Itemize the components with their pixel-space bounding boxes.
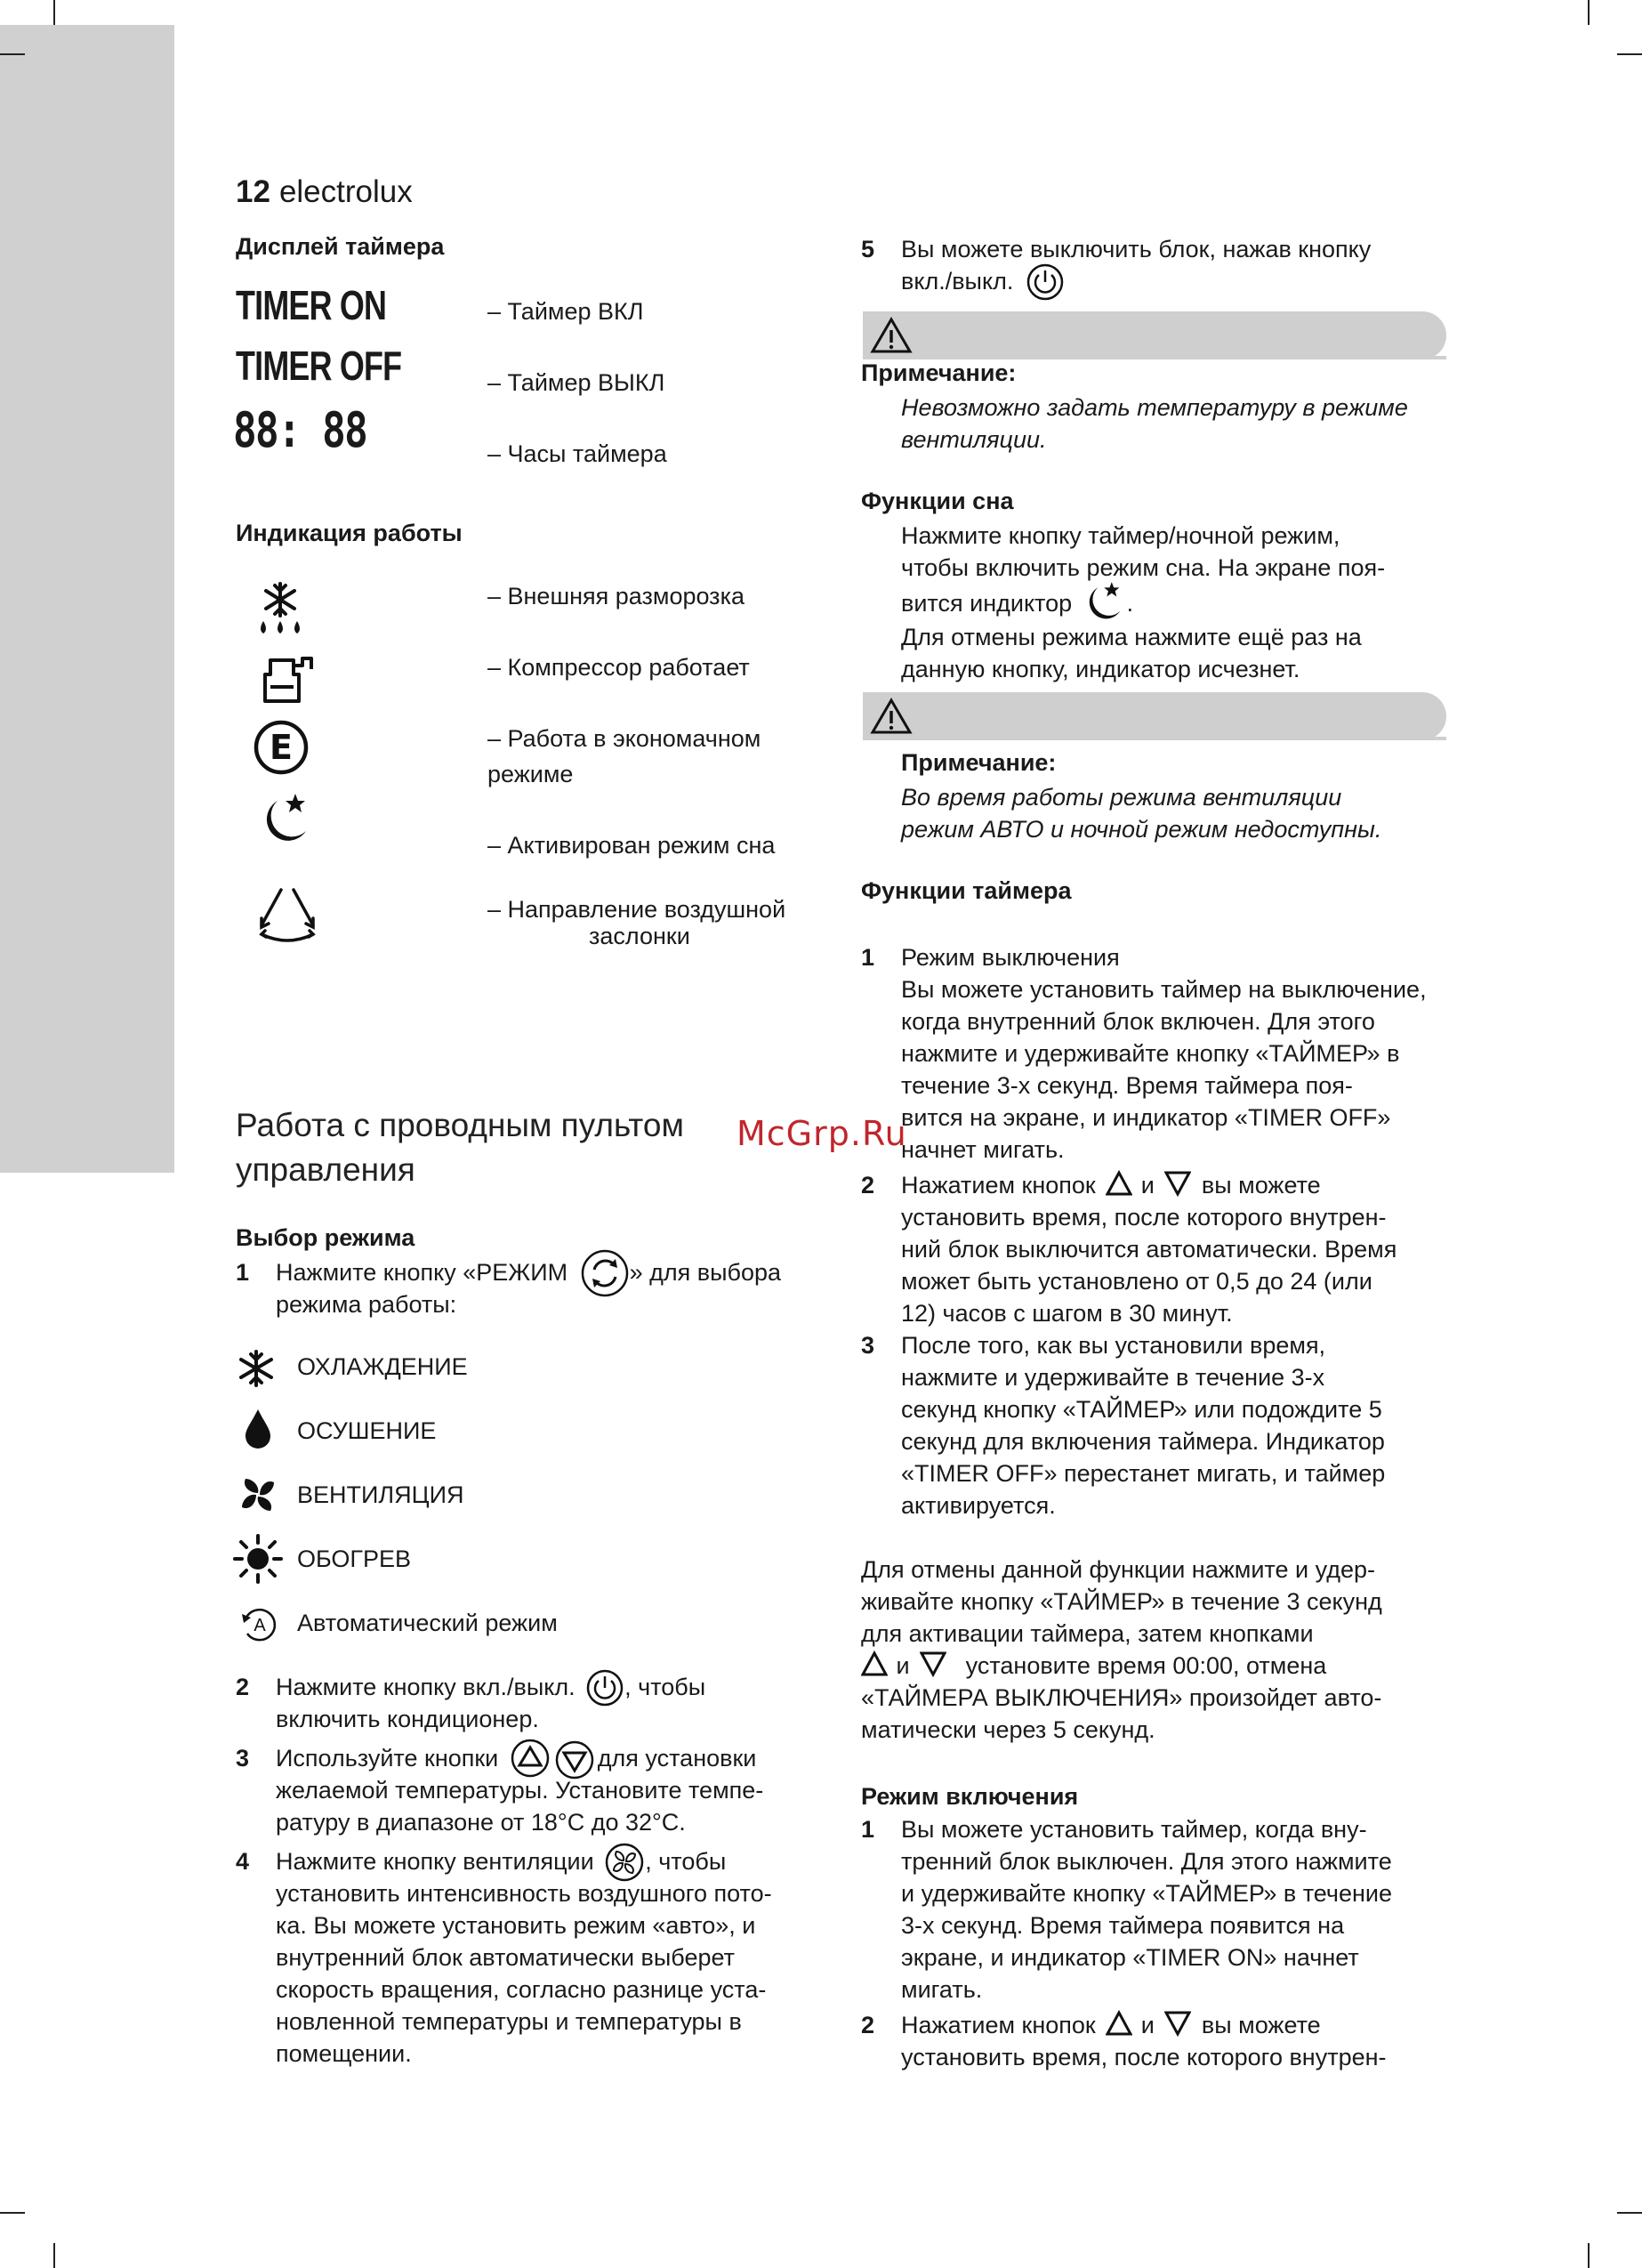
- section-title: [236, 1103, 684, 1192]
- text-line: помещении.: [276, 2040, 412, 2067]
- note2-line1: Во время работы режима вентиляции: [901, 784, 1342, 811]
- text-line: После того, как вы установили время,: [901, 1332, 1326, 1359]
- mode-step1-text-b: » для выбора: [629, 1259, 782, 1286]
- page-header: [236, 174, 413, 210]
- power-step: [276, 1671, 705, 1703]
- text-line: внутренний блок автоматически выберет: [276, 1944, 735, 1971]
- timer-item2: [901, 1201, 1397, 1329]
- crop-mark: [1588, 2243, 1590, 2268]
- defrost-icon: [251, 580, 310, 639]
- compressor-icon: [260, 653, 318, 708]
- fan-step-text-a: Нажмите кнопку вентиляции: [276, 1848, 594, 1875]
- text-line: для активации таймера, затем кнопками: [861, 1620, 1314, 1647]
- sleep-line3: [901, 587, 1133, 619]
- step5-text-b: вкл./выкл.: [901, 268, 1014, 295]
- text-line: скорость вращения, согласно разнице уста-: [276, 1976, 767, 2003]
- eco-desc-line2: режиме: [487, 761, 574, 787]
- sleep-heading: Функции сна: [861, 488, 1014, 514]
- step-number: 2: [861, 2012, 875, 2038]
- note-bar: [863, 692, 1446, 740]
- text-line: Вы можете установить таймер на выключение,: [901, 976, 1427, 1003]
- text-line: и удерживайте кнопку «ТАЙМЕР» в течение: [901, 1880, 1392, 1907]
- page-number: 12: [236, 174, 270, 209]
- text-line: ний блок выключится автоматически. Время: [901, 1236, 1397, 1263]
- mode-cool-label: ОХЛАЖДЕНИЕ: [297, 1353, 468, 1380]
- louver-desc-line2: заслонки: [589, 923, 690, 949]
- sleep-desc: – Активирован режим сна: [487, 832, 776, 859]
- fan-step: [276, 1845, 726, 1877]
- text-line: «TIMER OFF» перестанет мигать, и таймер: [901, 1460, 1386, 1487]
- text-line: секунд кнопку «ТАЙМЕР» или подождите 5: [901, 1396, 1382, 1423]
- sleep-line1: Нажмите кнопку таймер/ночной режим,: [901, 522, 1340, 549]
- timer-item1: [901, 941, 1427, 1166]
- step-number: 5: [861, 236, 875, 262]
- power-button-icon: [1026, 262, 1065, 302]
- text-line: секунд для включения таймера. Индикатор: [901, 1428, 1385, 1455]
- step-number: 4: [236, 1848, 250, 1875]
- text-line: когда внутренний блок включен. Для этого: [901, 1008, 1375, 1035]
- svg-text:E: E: [270, 728, 293, 767]
- temp-step-text-c: желаемой температуры. Установите темпе-: [276, 1777, 764, 1804]
- timer-clock-desc: – Часы таймера: [487, 440, 667, 467]
- crop-mark: [53, 2243, 55, 2268]
- timer-on-desc: – Таймер ВКЛ: [487, 298, 644, 325]
- temp-buttons-icon: [509, 1739, 598, 1780]
- mode-fan-label: ВЕНТИЛЯЦИЯ: [297, 1481, 464, 1508]
- text-line: нажмите и удерживайте в течение 3-х: [901, 1364, 1325, 1391]
- louver-icon: [254, 884, 320, 948]
- brand-name: electrolux: [278, 174, 413, 209]
- compressor-desc: – Компрессор работает: [487, 654, 750, 681]
- crop-mark: [1617, 53, 1642, 55]
- note2-title: Примечание:: [901, 749, 1057, 776]
- temp-step-text-b: для установки: [597, 1745, 757, 1772]
- temp-step: [276, 1742, 756, 1774]
- fan-step-lines: [276, 1877, 772, 2070]
- sleep-indicator-icon: [1083, 579, 1127, 624]
- text-line: 3-х секунд. Время таймера появится на: [901, 1912, 1345, 1939]
- step5-line2: [901, 265, 1065, 297]
- sleep-line3-text: вится индиктор: [901, 590, 1073, 617]
- text-line: ка. Вы можете установить режим «авто», и: [276, 1912, 756, 1939]
- sun-icon: [233, 1534, 283, 1584]
- timer-item3: [901, 1329, 1385, 1521]
- timer-heading: Функции таймера: [861, 877, 1072, 904]
- text-line: активируется.: [901, 1492, 1056, 1519]
- defrost-desc: – Внешняя разморозка: [487, 583, 745, 609]
- mode-step1: [276, 1256, 781, 1291]
- up-triangle-icon: [1106, 2010, 1132, 2037]
- sleep-icon: [258, 790, 315, 847]
- operation-heading: Индикация работы: [236, 520, 463, 546]
- timer-item2-text-b: вы можете: [1201, 1172, 1321, 1199]
- timer-item2-and: и: [1140, 1172, 1155, 1199]
- timer-cancel-and: и: [896, 1652, 910, 1679]
- auto-icon: [238, 1603, 279, 1644]
- text-line: Вы можете установить таймер, когда вну-: [901, 1816, 1367, 1843]
- text-line: новленной температуры и температуры в: [276, 2008, 742, 2035]
- mode-dry-label: ОСУШЕНИЕ: [297, 1417, 437, 1444]
- drop-icon: [244, 1408, 272, 1449]
- snowflake-icon: [237, 1349, 276, 1388]
- text-line: нажмите и удерживайте кнопку «ТАЙМЕР» в: [901, 1040, 1400, 1067]
- fan-step-text-b: , чтобы: [645, 1848, 727, 1875]
- timer-off-symbol: TIMER OFF: [236, 343, 402, 389]
- text-line: тренний блок выключен. Для этого нажмите: [901, 1848, 1392, 1875]
- mode-auto-label: Автоматический режим: [297, 1610, 558, 1636]
- temp-step-text-a: Используйте кнопки: [276, 1745, 499, 1772]
- note1-line2: вентиляции.: [901, 426, 1047, 453]
- eco-desc-line1: – Работа в экономачном: [487, 725, 761, 752]
- crop-mark: [0, 53, 25, 55]
- power-step-text-c: включить кондиционер.: [276, 1706, 539, 1732]
- on-mode-item2-line2: установить время, после которого внутрен-: [901, 2044, 1387, 2070]
- step-number: 1: [236, 1259, 250, 1286]
- mode-step1-text-c: режима работы:: [276, 1291, 457, 1318]
- step-number: 3: [861, 1332, 875, 1359]
- up-triangle-icon: [861, 1651, 888, 1677]
- note2-line2: режим АВТО и ночной режим недоступны.: [901, 816, 1382, 843]
- mode-heat-label: ОБОГРЕВ: [297, 1546, 412, 1572]
- fan-icon: [237, 1473, 279, 1516]
- mode-step1-text-a: Нажмите кнопку «РЕЖИМ: [276, 1259, 568, 1286]
- text-line: начнет мигать.: [901, 1136, 1065, 1163]
- sleep-line2: чтобы включить режим сна. На экране поя-: [901, 554, 1386, 581]
- timer-off-desc: – Таймер ВЫКЛ: [487, 369, 665, 396]
- timer-cancel: [861, 1554, 1382, 1746]
- temp-step-text-d: ратуру в диапазоне от 18°С до 32°С.: [276, 1809, 686, 1836]
- timer-cancel-line4-text: установите время 00:00, отмена: [965, 1652, 1327, 1679]
- crop-mark: [1617, 2212, 1642, 2214]
- timer-on-symbol: TIMER ON: [236, 282, 387, 328]
- text-line: течение 3-х секунд. Время таймера поя-: [901, 1072, 1353, 1099]
- on-mode-item1: [901, 1813, 1392, 2006]
- text-line: матически через 5 секунд.: [861, 1716, 1155, 1743]
- text-line: может быть установлено от 0,5 до 24 (или: [901, 1268, 1372, 1295]
- text-line: вится на экране, и индикатор «TIMER OFF»: [901, 1104, 1391, 1131]
- text-line: Режим выключения: [901, 944, 1120, 971]
- sleep-line5: данную кнопку, индикатор исчезнет.: [901, 656, 1300, 682]
- svg-text:A: A: [254, 1616, 266, 1635]
- sleep-line3-end: .: [1126, 590, 1134, 617]
- on-mode-item2-text-a: Нажатием кнопок: [901, 2012, 1096, 2038]
- down-triangle-icon: [1164, 1170, 1191, 1197]
- step-number: 2: [236, 1674, 250, 1700]
- power-button-icon: [585, 1668, 624, 1707]
- step5-text-a: Вы можете выключить блок, нажав кнопку: [901, 236, 1372, 262]
- step-number: 2: [861, 1172, 875, 1199]
- timer-item2-text-a: Нажатием кнопок: [901, 1172, 1096, 1199]
- warning-icon: [870, 317, 913, 354]
- up-triangle-icon: [1106, 1170, 1132, 1197]
- power-step-text-b: , чтобы: [624, 1674, 706, 1700]
- timer-cancel-line4: [861, 1650, 1382, 1682]
- on-mode-item2-line1: [901, 2009, 1321, 2041]
- crop-mark: [1588, 0, 1590, 25]
- step-number: 3: [236, 1745, 250, 1772]
- crop-mark: [0, 2212, 25, 2214]
- text-line: установить время, после которого внутрен-: [901, 1204, 1387, 1231]
- margin-band: [0, 25, 174, 1173]
- fan-button-icon: [604, 1842, 645, 1883]
- timer-clock-symbol: 88: 88: [233, 402, 367, 458]
- eco-icon: [253, 719, 310, 776]
- step-number: 1: [861, 944, 875, 971]
- text-line: «ТАЙМЕРА ВЫКЛЮЧЕНИЯ» произойдет авто-: [861, 1684, 1382, 1711]
- crop-mark: [53, 0, 55, 25]
- section-title-line2: управления: [236, 1151, 415, 1188]
- sleep-line4: Для отмены режима нажмите ещё раз на: [901, 624, 1362, 650]
- text-line: установить интенсивность воздушного пото-: [276, 1880, 772, 1907]
- text-line: мигать.: [901, 1976, 983, 2003]
- warning-icon: [870, 698, 913, 735]
- on-mode-item2-and: и: [1140, 2012, 1155, 2038]
- text-line: живайте кнопку «ТАЙМЕР» в течение 3 секунд: [861, 1588, 1382, 1615]
- section-title-line1: Работа с проводным пультом: [236, 1107, 684, 1143]
- on-mode-item2-text-b: вы можете: [1201, 2012, 1321, 2038]
- text-line: Для отмены данной функции нажмите и удер-: [861, 1556, 1375, 1583]
- on-mode-heading: Режим включения: [861, 1783, 1079, 1810]
- mode-button-icon: [580, 1248, 630, 1298]
- timer-display-heading: Дисплей таймера: [236, 233, 445, 260]
- louver-desc-line1: – Направление воздушной: [487, 896, 786, 923]
- mode-heading: Выбор режима: [236, 1224, 415, 1251]
- step-number: 1: [861, 1816, 875, 1843]
- timer-item2-line1: [901, 1169, 1321, 1201]
- text-line: 12) часов с шагом в 30 минут.: [901, 1300, 1233, 1327]
- note-bar: [863, 311, 1446, 359]
- down-triangle-icon: [1164, 2010, 1191, 2037]
- watermark: McGrp.Ru: [736, 1114, 907, 1153]
- note1-line1: Невозможно задать температуру в режиме: [901, 394, 1408, 421]
- power-step-text-a: Нажмите кнопку вкл./выкл.: [276, 1674, 576, 1700]
- text-line: экране, и индикатор «TIMER ON» начнет: [901, 1944, 1359, 1971]
- note1-title: Примечание:: [861, 359, 1017, 386]
- down-triangle-icon: [920, 1651, 946, 1677]
